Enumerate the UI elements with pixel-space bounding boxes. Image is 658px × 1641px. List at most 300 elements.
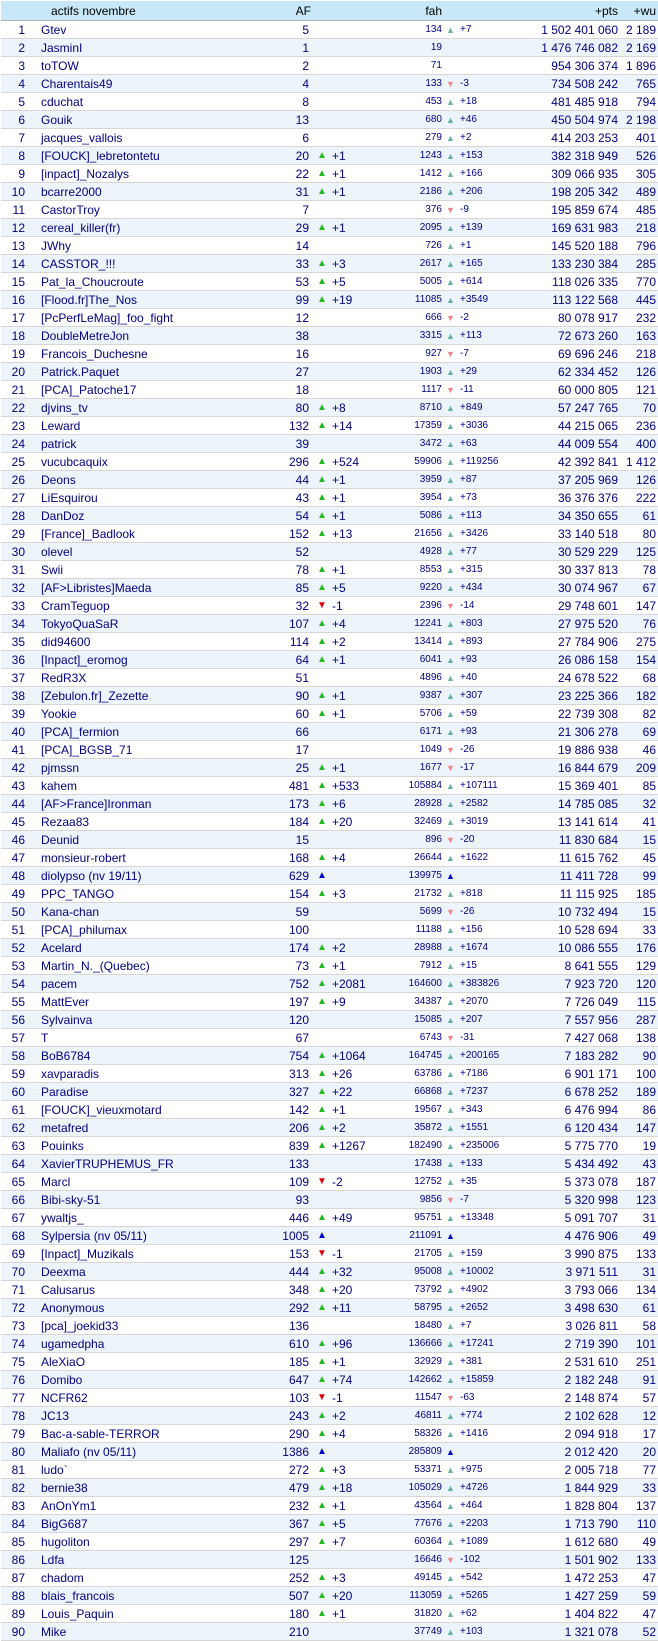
trend-up-icon: ▲ — [315, 1407, 329, 1425]
af-value: 114 — [249, 633, 315, 651]
points-value: 6 901 171 — [516, 1065, 620, 1083]
table-row — [1, 309, 658, 327]
af-value: 479 — [249, 1479, 315, 1497]
af-delta: +5 — [329, 1515, 382, 1533]
wu-value: 68 — [620, 669, 658, 687]
rank-cell: 29 — [1, 525, 39, 543]
fah-delta: +40 — [457, 669, 516, 687]
rank-cell: 90 — [1, 1623, 39, 1641]
rank-cell: 47 — [1, 849, 39, 867]
table-row — [1, 1227, 658, 1245]
points-value: 954 306 374 — [516, 57, 620, 75]
points-value: 69 696 246 — [516, 345, 620, 363]
rank-cell: 58 — [1, 1047, 39, 1065]
points-value: 1 612 680 — [516, 1533, 620, 1551]
player-name: CASSTOR_!!! — [39, 255, 249, 273]
af-delta: +5 — [329, 273, 382, 291]
points-value: 1 321 078 — [516, 1623, 620, 1641]
points-value: 1 404 822 — [516, 1605, 620, 1623]
wu-value: 147 — [620, 1119, 658, 1137]
player-name: kahem — [39, 777, 249, 795]
af-delta — [329, 867, 382, 885]
af-value: 752 — [249, 975, 315, 993]
player-name: did94600 — [39, 633, 249, 651]
wu-value: 47 — [620, 1605, 658, 1623]
af-value: 7 — [249, 201, 315, 219]
trend-up-icon: ▲ — [315, 147, 329, 165]
table-row — [1, 543, 658, 561]
player-name: [AF>France]Ironman — [39, 795, 249, 813]
wu-value: 80 — [620, 525, 658, 543]
rank-cell: 55 — [1, 993, 39, 1011]
points-value: 7 726 049 — [516, 993, 620, 1011]
af-trend-icon — [315, 327, 329, 345]
fah-delta: -20 — [457, 831, 516, 849]
points-value: 72 673 260 — [516, 327, 620, 345]
wu-value: 126 — [620, 471, 658, 489]
af-value: 197 — [249, 993, 315, 1011]
table-row — [1, 1317, 658, 1335]
table-row — [1, 363, 658, 381]
fah-value: 46811 — [382, 1407, 444, 1425]
wu-value: 187 — [620, 1173, 658, 1191]
af-trend-icon — [315, 543, 329, 561]
fah-value: 4896 — [382, 669, 444, 687]
points-value: 5 320 998 — [516, 1191, 620, 1209]
trend-up-icon: ▲ — [444, 1011, 457, 1029]
trend-up-icon: ▲ — [315, 1281, 329, 1299]
fah-value: 17438 — [382, 1155, 444, 1173]
wu-value: 401 — [620, 129, 658, 147]
points-value: 13 141 614 — [516, 813, 620, 831]
table-row — [1, 327, 658, 345]
rank-cell: 85 — [1, 1533, 39, 1551]
fah-delta: -9 — [457, 201, 516, 219]
trend-up-icon: ▲ — [444, 165, 457, 183]
rank-cell: 1 — [1, 21, 39, 39]
fah-value: 680 — [382, 111, 444, 129]
rank-cell: 71 — [1, 1281, 39, 1299]
af-delta — [329, 21, 382, 39]
points-value: 2 102 628 — [516, 1407, 620, 1425]
af-delta: +7 — [329, 1533, 382, 1551]
rank-cell: 42 — [1, 759, 39, 777]
points-value: 309 066 935 — [516, 165, 620, 183]
rank-cell: 33 — [1, 597, 39, 615]
points-value: 133 230 384 — [516, 255, 620, 273]
trend-up-icon: ▲ — [444, 1083, 457, 1101]
player-name: JC13 — [39, 1407, 249, 1425]
trend-up-icon: ▲ — [444, 183, 457, 201]
af-value: 272 — [249, 1461, 315, 1479]
player-name: Maliafo (nv 05/11) — [39, 1443, 249, 1461]
af-value: 20 — [249, 147, 315, 165]
wu-value: 67 — [620, 579, 658, 597]
af-value: 80 — [249, 399, 315, 417]
af-value: 133 — [249, 1155, 315, 1173]
table-row — [1, 939, 658, 957]
wu-value: 526 — [620, 147, 658, 165]
trend-up-icon: ▲ — [444, 1065, 457, 1083]
trend-up-icon: ▲ — [315, 849, 329, 867]
trend-up-icon: ▲ — [444, 1101, 457, 1119]
header-rank — [1, 1, 39, 21]
player-name: xavparadis — [39, 1065, 249, 1083]
points-value: 80 078 917 — [516, 309, 620, 327]
af-value: 629 — [249, 867, 315, 885]
rank-cell: 86 — [1, 1551, 39, 1569]
af-value: 754 — [249, 1047, 315, 1065]
af-trend-icon — [315, 435, 329, 453]
af-trend-icon — [315, 1191, 329, 1209]
fah-delta: +2203 — [457, 1515, 516, 1533]
points-value: 14 785 085 — [516, 795, 620, 813]
af-delta: +1 — [329, 651, 382, 669]
table-row — [1, 1119, 658, 1137]
af-delta: +3 — [329, 1461, 382, 1479]
af-trend-icon — [315, 345, 329, 363]
rank-cell: 35 — [1, 633, 39, 651]
af-delta: +1 — [329, 957, 382, 975]
points-value: 1 427 259 — [516, 1587, 620, 1605]
rank-cell: 32 — [1, 579, 39, 597]
trend-up-icon: ▲ — [444, 21, 457, 39]
trend-up-icon: ▲ — [315, 1263, 329, 1281]
af-delta: +1064 — [329, 1047, 382, 1065]
fah-delta: +307 — [457, 687, 516, 705]
af-value: 292 — [249, 1299, 315, 1317]
trend-up-icon: ▲ — [444, 399, 457, 417]
wu-value: 99 — [620, 867, 658, 885]
points-value: 7 183 282 — [516, 1047, 620, 1065]
fah-delta: +7186 — [457, 1065, 516, 1083]
rank-cell: 22 — [1, 399, 39, 417]
af-delta: +1 — [329, 1353, 382, 1371]
trend-up-icon: ▲ — [444, 453, 457, 471]
af-trend-icon — [315, 57, 329, 75]
af-delta: +20 — [329, 1281, 382, 1299]
fah-delta — [457, 1227, 516, 1245]
player-name: Louis_Paquin — [39, 1605, 249, 1623]
fah-value: 16646 — [382, 1551, 444, 1569]
player-name: Martin_N._(Quebec) — [39, 957, 249, 975]
trend-up-icon: ▲ — [315, 165, 329, 183]
af-delta: +19 — [329, 291, 382, 309]
fah-value: 21656 — [382, 525, 444, 543]
points-value: 11 411 728 — [516, 867, 620, 885]
points-value: 2 531 610 — [516, 1353, 620, 1371]
af-value: 173 — [249, 795, 315, 813]
fah-value: 34387 — [382, 993, 444, 1011]
rank-cell: 74 — [1, 1335, 39, 1353]
af-value: 446 — [249, 1209, 315, 1227]
wu-value: 12 — [620, 1407, 658, 1425]
points-value: 3 498 630 — [516, 1299, 620, 1317]
af-delta — [329, 1551, 382, 1569]
table-row — [1, 957, 658, 975]
fah-value: 15085 — [382, 1011, 444, 1029]
af-value: 2 — [249, 57, 315, 75]
player-name: Rezaa83 — [39, 813, 249, 831]
trend-up-icon: ▲ — [444, 615, 457, 633]
fah-value: 666 — [382, 309, 444, 327]
rank-cell: 56 — [1, 1011, 39, 1029]
fah-value: 35872 — [382, 1119, 444, 1137]
wu-value: 82 — [620, 705, 658, 723]
fah-value: 133 — [382, 75, 444, 93]
trend-up-icon: ▲ — [315, 1533, 329, 1551]
fah-delta: -31 — [457, 1029, 516, 1047]
table-row — [1, 489, 658, 507]
trend-up-icon: ▲ — [315, 1209, 329, 1227]
af-value: 647 — [249, 1371, 315, 1389]
player-name: [PCA]_BGSB_71 — [39, 741, 249, 759]
table-row — [1, 57, 658, 75]
wu-value: 176 — [620, 939, 658, 957]
table-row — [1, 525, 658, 543]
fah-value: 896 — [382, 831, 444, 849]
fah-value: 32469 — [382, 813, 444, 831]
table-row — [1, 417, 658, 435]
rank-cell: 79 — [1, 1425, 39, 1443]
fah-value: 37749 — [382, 1623, 444, 1641]
trend-down-icon: ▼ — [315, 1389, 329, 1407]
fah-delta: +7 — [457, 21, 516, 39]
points-value: 23 225 366 — [516, 687, 620, 705]
table-row — [1, 1137, 658, 1155]
trend-up-icon: ▲ — [444, 363, 457, 381]
points-value: 6 678 252 — [516, 1083, 620, 1101]
af-value: 64 — [249, 651, 315, 669]
table-row — [1, 1551, 658, 1569]
table-row — [1, 813, 658, 831]
af-value: 44 — [249, 471, 315, 489]
wu-value: 218 — [620, 219, 658, 237]
fah-value: 279 — [382, 129, 444, 147]
fah-value: 11085 — [382, 291, 444, 309]
player-name: [Flood.fr]The_Nos — [39, 291, 249, 309]
fah-trend-icon — [444, 57, 457, 75]
rank-cell: 49 — [1, 885, 39, 903]
af-delta: +26 — [329, 1065, 382, 1083]
af-trend-icon — [315, 309, 329, 327]
trend-up-icon: ▲ — [444, 129, 457, 147]
wu-value: 182 — [620, 687, 658, 705]
trend-up-icon: ▲ — [444, 1425, 457, 1443]
rank-cell: 67 — [1, 1209, 39, 1227]
trend-up-icon: ▲ — [315, 1335, 329, 1353]
wu-value: 70 — [620, 399, 658, 417]
player-name: [inpact]_Nozalys — [39, 165, 249, 183]
fah-value: 9220 — [382, 579, 444, 597]
header-pts: +pts — [516, 1, 620, 21]
trend-up-icon: ▲ — [315, 795, 329, 813]
points-value: 6 476 994 — [516, 1101, 620, 1119]
fah-trend-icon — [444, 39, 457, 57]
wu-value: 445 — [620, 291, 658, 309]
fah-delta: +4726 — [457, 1479, 516, 1497]
rank-cell: 30 — [1, 543, 39, 561]
trend-down-icon: ▼ — [315, 597, 329, 615]
fah-delta: -63 — [457, 1389, 516, 1407]
rank-cell: 53 — [1, 957, 39, 975]
rank-cell: 89 — [1, 1605, 39, 1623]
table-row — [1, 1587, 658, 1605]
trend-up-icon: ▲ — [444, 1479, 457, 1497]
af-delta — [329, 543, 382, 561]
af-trend-icon — [315, 903, 329, 921]
trend-up-icon: ▲ — [315, 939, 329, 957]
af-delta — [329, 903, 382, 921]
table-row — [1, 183, 658, 201]
fah-delta: +5265 — [457, 1587, 516, 1605]
points-value: 2 148 874 — [516, 1389, 620, 1407]
wu-value: 485 — [620, 201, 658, 219]
rank-cell: 66 — [1, 1191, 39, 1209]
table-row — [1, 1605, 658, 1623]
af-delta — [329, 1623, 382, 1641]
table-row — [1, 705, 658, 723]
wu-value: 794 — [620, 93, 658, 111]
af-trend-icon — [315, 723, 329, 741]
rank-cell: 8 — [1, 147, 39, 165]
points-value: 5 091 707 — [516, 1209, 620, 1227]
table-row — [1, 633, 658, 651]
wu-value: 58 — [620, 1317, 658, 1335]
af-trend-icon — [315, 237, 329, 255]
wu-value: 45 — [620, 849, 658, 867]
fah-delta: +10002 — [457, 1263, 516, 1281]
af-value: 13 — [249, 111, 315, 129]
trend-up-icon: ▲ — [315, 1065, 329, 1083]
fah-delta: +3036 — [457, 417, 516, 435]
af-delta: +4 — [329, 849, 382, 867]
points-value: 7 557 956 — [516, 1011, 620, 1029]
af-value: 25 — [249, 759, 315, 777]
player-name: bcarre2000 — [39, 183, 249, 201]
table-row — [1, 885, 658, 903]
points-value: 145 520 188 — [516, 237, 620, 255]
table-row — [1, 1497, 658, 1515]
table-row — [1, 1299, 658, 1317]
rank-cell: 62 — [1, 1119, 39, 1137]
af-value: 27 — [249, 363, 315, 381]
rank-cell: 18 — [1, 327, 39, 345]
points-value: 414 203 253 — [516, 129, 620, 147]
trend-up-icon: ▲ — [444, 1623, 457, 1641]
fah-value: 1412 — [382, 165, 444, 183]
rank-cell: 16 — [1, 291, 39, 309]
header-af: AF — [249, 1, 315, 21]
trend-up-icon: ▲ — [444, 1281, 457, 1299]
trend-up-icon: ▲ — [444, 1137, 457, 1155]
fah-value: 3315 — [382, 327, 444, 345]
fah-value: 49145 — [382, 1569, 444, 1587]
player-name: ludo` — [39, 1461, 249, 1479]
af-value: 67 — [249, 1029, 315, 1047]
player-name: [Zebulon.fr]_Zezette — [39, 687, 249, 705]
fah-delta: +113 — [457, 507, 516, 525]
trend-up-icon: ▲ — [315, 399, 329, 417]
table-row — [1, 1047, 658, 1065]
rank-cell: 41 — [1, 741, 39, 759]
af-value: 53 — [249, 273, 315, 291]
fah-value: 26644 — [382, 849, 444, 867]
table-row — [1, 561, 658, 579]
rank-cell: 81 — [1, 1461, 39, 1479]
table-row — [1, 1353, 658, 1371]
fah-delta: +200165 — [457, 1047, 516, 1065]
player-name: ywaltjs_ — [39, 1209, 249, 1227]
trend-up-icon: ▲ — [315, 687, 329, 705]
af-delta: +2081 — [329, 975, 382, 993]
points-value: 5 434 492 — [516, 1155, 620, 1173]
trend-up-icon: ▲ — [315, 507, 329, 525]
fah-delta: +381 — [457, 1353, 516, 1371]
af-delta — [329, 237, 382, 255]
af-value: 12 — [249, 309, 315, 327]
fah-delta: +156 — [457, 921, 516, 939]
af-value: 210 — [249, 1623, 315, 1641]
points-value: 30 529 229 — [516, 543, 620, 561]
new-entry-icon: ▲ — [315, 1443, 329, 1461]
fah-value: 17359 — [382, 417, 444, 435]
fah-value: 5699 — [382, 903, 444, 921]
fah-delta: +3549 — [457, 291, 516, 309]
wu-value: 85 — [620, 777, 658, 795]
player-name: Calusarus — [39, 1281, 249, 1299]
af-value: 142 — [249, 1101, 315, 1119]
table-row — [1, 831, 658, 849]
af-value: 31 — [249, 183, 315, 201]
player-name: Pouinks — [39, 1137, 249, 1155]
fah-delta: +166 — [457, 165, 516, 183]
af-value: 29 — [249, 219, 315, 237]
trend-up-icon: ▲ — [444, 273, 457, 291]
fah-value: 105029 — [382, 1479, 444, 1497]
fah-delta: +893 — [457, 633, 516, 651]
af-value: 5 — [249, 21, 315, 39]
trend-up-icon: ▲ — [444, 1569, 457, 1587]
af-delta: +1 — [329, 759, 382, 777]
fah-delta: +15859 — [457, 1371, 516, 1389]
rank-cell: 13 — [1, 237, 39, 255]
rank-cell: 54 — [1, 975, 39, 993]
table-row — [1, 1173, 658, 1191]
af-value: 180 — [249, 1605, 315, 1623]
af-value: 33 — [249, 255, 315, 273]
table-row — [1, 507, 658, 525]
af-delta — [329, 669, 382, 687]
wu-value: 69 — [620, 723, 658, 741]
trend-down-icon: ▼ — [315, 1245, 329, 1263]
trend-up-icon: ▲ — [315, 1515, 329, 1533]
fah-value: 63786 — [382, 1065, 444, 1083]
points-value: 11 115 925 — [516, 885, 620, 903]
points-value: 118 026 335 — [516, 273, 620, 291]
af-value: 18 — [249, 381, 315, 399]
af-delta: +1 — [329, 1497, 382, 1515]
player-name: Mike — [39, 1623, 249, 1641]
trend-up-icon: ▲ — [444, 255, 457, 273]
table-row — [1, 255, 658, 273]
trend-down-icon: ▼ — [444, 831, 457, 849]
table-row — [1, 471, 658, 489]
points-value: 5 373 078 — [516, 1173, 620, 1191]
af-delta — [329, 1443, 382, 1461]
points-value: 21 306 278 — [516, 723, 620, 741]
trend-up-icon: ▲ — [444, 651, 457, 669]
